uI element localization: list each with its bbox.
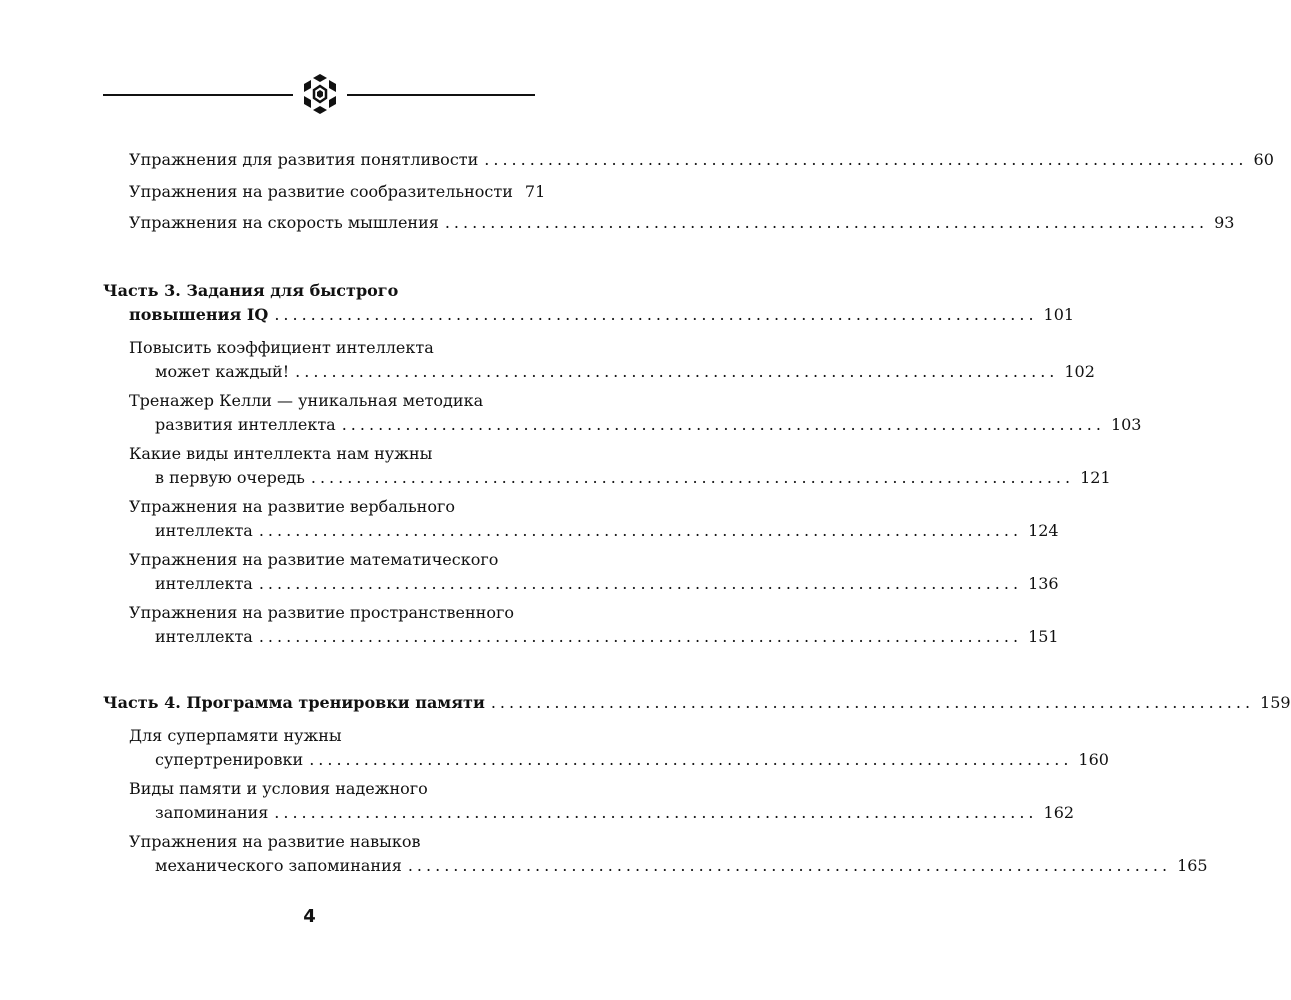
dot-leader: .................................................................................... [309,750,1073,769]
toc-part-heading[interactable] [103,691,1291,715]
toc-entry-title-continuation: интеллекта [155,521,253,540]
toc-entry[interactable] [103,777,1075,825]
toc-entry[interactable] [103,601,1059,649]
toc-entry-title: Часть 4. Программа тренировки памяти [103,693,485,712]
right-rule [347,94,535,96]
page-number: 4 [303,906,316,927]
dot-leader: .................................................................................... [258,574,1023,593]
header-ornament-row [103,72,535,116]
toc-part-heading[interactable] [103,279,1075,327]
toc-entry[interactable] [103,548,1059,596]
toc-entry-title: Упражнения на развитие пространственного [129,603,514,622]
toc-entry-page: 60 [1253,150,1274,169]
toc-entry[interactable] [103,442,1111,490]
toc-entry-title: Упражнения на развитие навыков [129,832,421,851]
dot-leader: .................................................................................... [490,693,1255,712]
toc-entry[interactable] [103,148,1274,172]
toc-entry-title-continuation: интеллекта [155,574,253,593]
toc-entry-page: 103 [1110,415,1142,434]
toc-entry-title-continuation: интеллекта [155,627,253,646]
toc-entry[interactable] [103,180,546,204]
toc-entry-title: Повысить коэффициент интеллекта [129,338,434,357]
dot-leader: .................................................................................... [484,150,1248,169]
toc-entry-title-continuation: может каждый! [155,362,290,381]
toc-entry-page: 136 [1028,574,1059,593]
toc-entry-title: Упражнения на развитие сообразительности [129,182,513,201]
toc-entry-title: Упражнения на развитие математического [129,550,499,569]
toc-entry-page: 162 [1043,803,1075,822]
toc-entry-title: Тренажер Келли — уникальная методика [129,391,484,410]
toc-entry[interactable] [103,495,1059,543]
toc-entry[interactable] [103,389,1142,437]
dot-leader: .................................................................................... [444,213,1209,232]
toc-entry-title: Упражнения на развитие вербального [129,497,455,516]
dot-leader: .................................................................................... [310,468,1075,487]
dot-leader: .................................................................................... [258,627,1023,646]
hexagon-flower-ornament-icon [299,72,341,116]
toc-entry-title-continuation: развития интеллекта [155,415,336,434]
toc-entry-page: 71 [524,182,546,201]
toc-entry[interactable] [103,211,1235,235]
dot-leader: .................................................................................... [258,521,1023,540]
toc-entry-title: Часть 3. Задания для быстрого [103,281,399,300]
toc-entry-page: 101 [1043,305,1075,324]
dot-leader: .................................................................................... [274,305,1038,324]
toc-entry-title: Виды памяти и условия надежного [129,779,428,798]
dot-leader: .................................................................................... [407,856,1172,875]
toc-entry-page: 93 [1214,213,1235,232]
toc-entry-title-continuation: запоминания [155,803,269,822]
toc-entry[interactable] [103,336,1095,384]
left-rule [103,94,293,96]
toc-entry-page: 124 [1028,521,1059,540]
toc-entry-page: 165 [1177,856,1208,875]
toc-entry-title: Какие виды интеллекта нам нужны [129,444,433,463]
toc-entry-title-continuation: в первую очередь [155,468,305,487]
toc-entry-title-continuation: повышения IQ [129,305,269,324]
toc-entry-page: 121 [1080,468,1111,487]
toc-entry-page: 102 [1064,362,1095,381]
toc-entry-title: Упражнения на скорость мышления [129,213,439,232]
toc-entry[interactable] [103,724,1109,772]
toc-entry-title-continuation: механического запоминания [155,856,402,875]
dot-leader: .................................................................................... [274,803,1038,822]
dot-leader: .................................................................................... [295,362,1059,381]
toc-entry-page: 159 [1260,693,1291,712]
toc-entry-page: 160 [1078,750,1109,769]
dot-leader: .................................................................................... [341,415,1105,434]
toc-entry-title: Для суперпамяти нужны [129,726,342,745]
toc-entry[interactable] [103,830,1208,878]
toc-entry-title: Упражнения для развития понятливости [129,150,479,169]
toc-entry-title-continuation: супертренировки [155,750,304,769]
toc-entry-page: 151 [1028,627,1059,646]
